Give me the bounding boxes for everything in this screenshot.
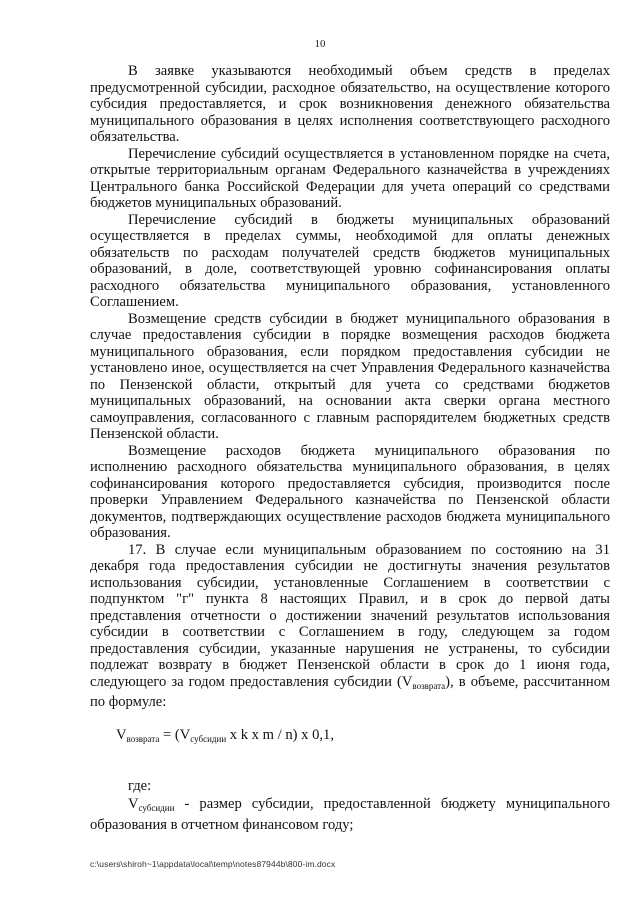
formula-lhs-subscript: возврата	[126, 733, 160, 744]
paragraph-reimbursement-check: Возмещение расходов бюджета муниципального образования по исполнению расходного обязательства муниципального образования, в целях софинансирования которого предоставляется субсидия, производится после проверки Управлением Федерального казначейства по Пензенской области документов, подтверждающих осуществление расходов бюджета муниципального образования.	[90, 442, 610, 541]
paragraph-reimbursement: Возмещение средств субсидии в бюджет муниципального образования в случае предоставления субсидии в порядке возмещения расходов бюджета муниципального образования, если порядком предоставления субсидии не установлено иное, осуществляется на счет Управления Федерального казначейства по Пензенской области, открытый для учета со средствами бюджетов муниципальных образований, на основании акта сверки органа местного самоуправления, согласованного с главным распорядителем бюджетных средств Пензенской области.	[90, 310, 610, 442]
definition-subsidy	[90, 796, 610, 833]
file-path-footer: c:\users\shiroh~1\appdata\local\temp\notes87944b\800-im.docx	[90, 859, 336, 869]
formula-eq: = (V	[159, 726, 191, 743]
paragraph-application: В заявке указываются необходимый объем средств в пределах предусмотренной субсидии, расходное обязательство, на осуществление которого субсидия предоставляется, и срок возникновения денежного обязательства муниципального образования в целях исполнения соответствующего расходного обязательства.	[90, 63, 610, 145]
where-label: где:	[128, 777, 152, 794]
paragraph-17	[90, 542, 610, 711]
paragraph-transfer-accounts: Перечисление субсидий осуществляется в установленном порядке на счета, открытые территориальным органам Федерального казначейства в учреждениях Центрального банка Российской Федерации для учета операций со средствами бюджетов муниципальных образований.	[90, 145, 610, 211]
formula-lhs: V	[116, 726, 127, 743]
paragraph-17-subscript: возврата	[412, 680, 446, 691]
formula-rhs-subscript: субсидии	[190, 733, 227, 744]
definition-symbol: V	[128, 796, 139, 812]
formula-rest: x k x m / n) x 0,1,	[226, 726, 334, 743]
paragraph-transfer-limits: Перечисление субсидий в бюджеты муниципальных образований осуществляется в пределах суммы, необходимой для оплаты денежных обязательств по расходам получателей средств бюджетов муниципальных образований, в доле, соответствующей уровню софинансирования оплаты расходного обязательства муниципального образования, установленного Соглашением.	[90, 211, 610, 310]
paragraph-17-text: 17. В случае если муниципальным образованием по состоянию на 31 декабря года предоставления субсидии не достигнуты значения результатов использования субсидии, установленные Соглашением в соответствии с подпунктом "г" пункта 8 настоящих Правил, и в срок до первой даты представления отчетности о достижении значений результатов использования субсидии в соответствии с Соглашением в году, следующем за годом предоставления субсидии, указанные нарушения не устранены, то субсидии подлежат возврату в бюджет Пензенской области в срок до 1 июня года, следующего за годом предоставления субсидии (V	[90, 541, 610, 690]
paragraph-17-tail: ), в объеме, рассчитанном по формуле:	[90, 673, 610, 710]
return-formula	[90, 727, 610, 748]
document-body	[90, 63, 610, 833]
definition-subscript: субсидии	[138, 803, 175, 813]
page-number: 10	[314, 38, 326, 50]
definition-text: - размер субсидии, предоставленной бюджету муниципального образования в отчетном финансовом году;	[90, 796, 610, 833]
